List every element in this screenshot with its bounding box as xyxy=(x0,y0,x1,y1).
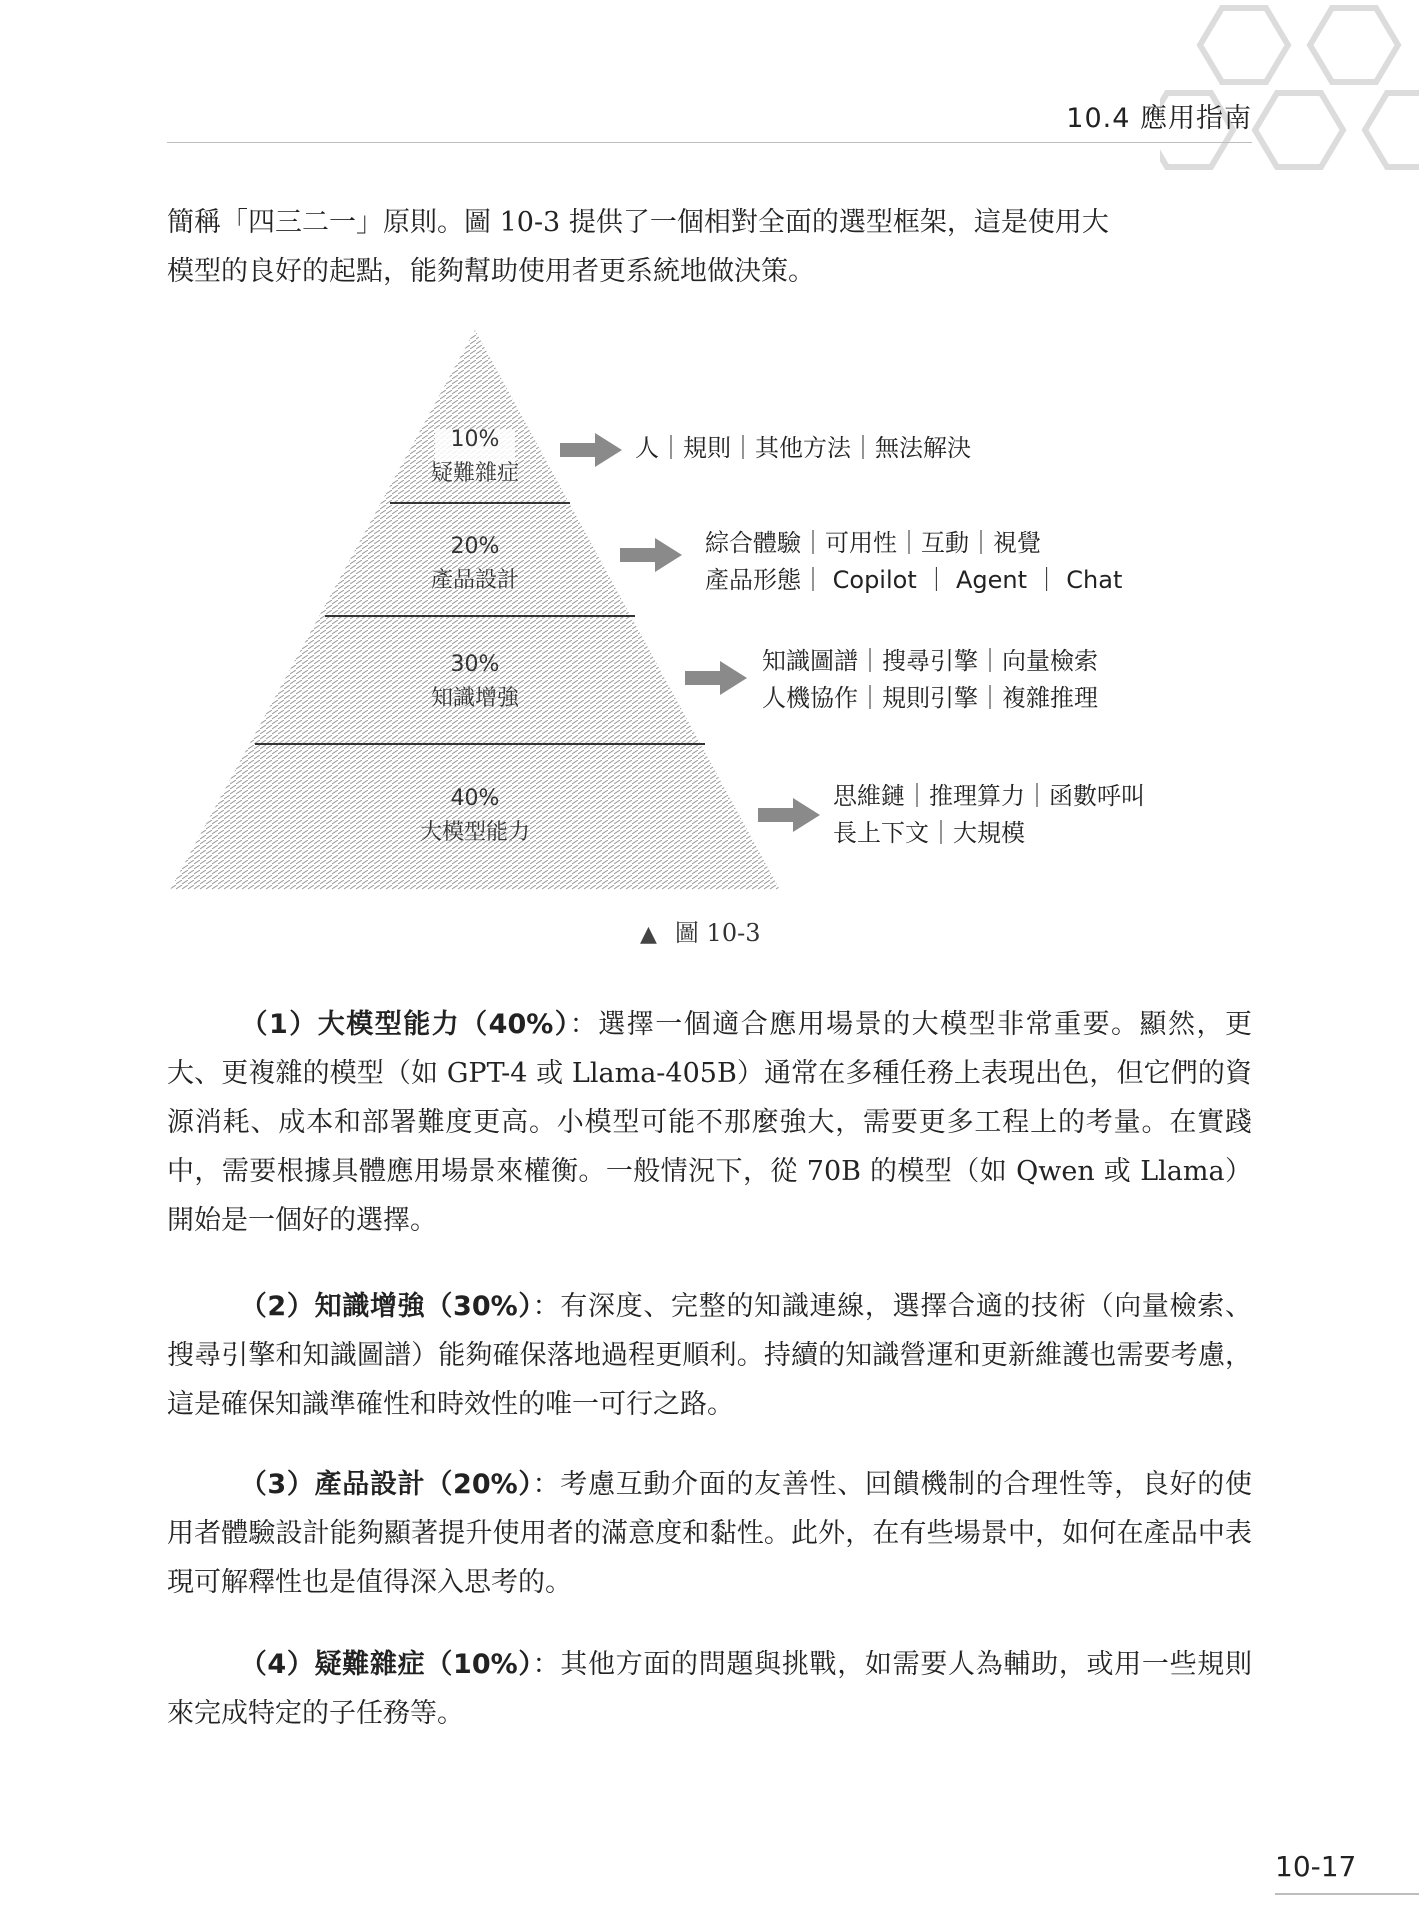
tier-description-40: 思維鏈｜推理算力｜函數呼叫 長上下文｜大規模 xyxy=(833,782,1145,847)
tier-label-40: 40% 大模型能力 xyxy=(419,786,530,845)
footer-rule xyxy=(1275,1893,1419,1895)
intro-line-2: 模型的良好的起點，能夠幫助使用者更系統地做決策。 xyxy=(167,256,815,287)
arrow-icon xyxy=(560,433,622,467)
section-4-paragraph: （4）疑難雜症（10%）：其他方面的問題與挑戰，如需要人為輔助，或用一些規則來完成特定的子任務等。 xyxy=(167,1649,1252,1729)
pyramid-figure xyxy=(170,330,1170,900)
page-number: 10-17 xyxy=(1275,1850,1357,1883)
tier-description-30: 知識圖譜｜搜尋引擎｜向量檢索 人機協作｜規則引擎｜複雜推理 xyxy=(762,647,1098,712)
arrow-icon xyxy=(758,798,820,832)
section-1-paragraph: （1）大模型能力（40%）：選擇一個適合應用場景的大模型非常重要。顯然，更大、更複雜的模型（如 GPT-4 或 Llama-405B）通常在多種任務上表現出色，但它們的資源消耗、成本和部署難度更高。小模型可能不那麼強大，需要更多工程上的考量。在實踐中，需要根據具體應用場景來權衡。一般情況下，從 70B 的模型（如 Qwen 或 Llama）開始是一個好的選擇。 xyxy=(167,1009,1253,1236)
tier-label-30: 30% 知識增強 xyxy=(430,652,519,711)
section-2-heading: （2）知識增強（30%） xyxy=(239,1291,533,1322)
section-title: 10.4 應用指南 xyxy=(1066,103,1252,134)
intro-paragraph xyxy=(167,198,1252,296)
tier-label-20: 20% 產品設計 xyxy=(430,534,519,593)
section-3-paragraph: （3）產品設計（20%）：考慮互動介面的友善性、回饋機制的合理性等，良好的使用者體驗設計能夠顯著提升使用者的滿意度和黏性。此外，在有些場景中，如何在產品中表現可解釋性也是值得深入思考的。 xyxy=(167,1469,1252,1598)
arrow-icon xyxy=(685,661,747,695)
intro-line-1: 簡稱「四三二一」原則。圖 10-3 提供了一個相對全面的選型框架，這是使用大 xyxy=(167,207,1109,238)
section-3-heading: （3）產品設計（20%） xyxy=(239,1469,533,1500)
section-2-paragraph: （2）知識增強（30%）：有深度、完整的知識連線，選擇合適的技術（向量檢索、搜尋引擎和知識圖譜）能夠確保落地過程更順利。持續的知識營運和更新維護也需要考慮，這是確保知識準確性和時效性的唯一可行之路。 xyxy=(167,1291,1252,1420)
tier-description-20: 綜合體驗｜可用性｜互動｜視覺 產品形態｜ Copilot ｜ Agent ｜ Chat xyxy=(705,529,1123,594)
arrow-icon xyxy=(620,538,682,572)
running-header xyxy=(167,92,1252,143)
figure-caption: ▲ 圖 10-3 xyxy=(640,919,761,947)
tier-label-10: 10% 疑難雜症 xyxy=(430,427,519,486)
triangle-icon: ▲ xyxy=(640,922,657,947)
section-1-heading: （1）大模型能力（40%） xyxy=(239,1009,570,1040)
tier-description-10: 人｜規則｜其他方法｜無法解決 xyxy=(635,434,971,462)
section-4-heading: （4）疑難雜症（10%） xyxy=(239,1649,533,1680)
